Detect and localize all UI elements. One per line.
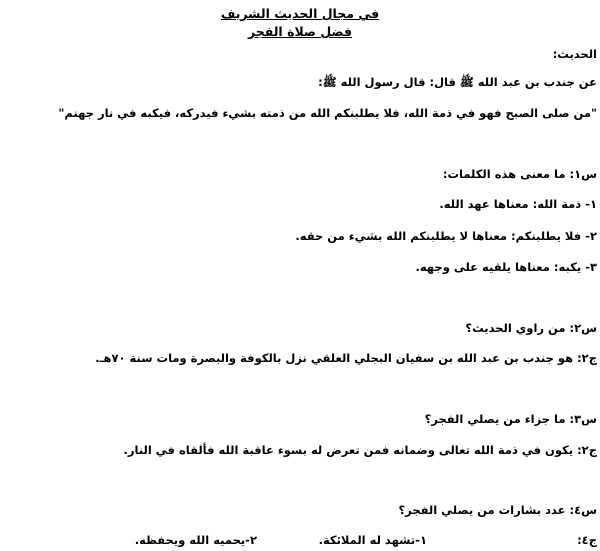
answer-2: ج٢: هو جندب بن عبد الله بن سفيان البجلي العلقي نزل بالكوفة والبصرة ومات سنة ٧٠هـ.	[95, 351, 597, 365]
question-3: س٣: ما جزاء من يصلي الفجر؟	[424, 412, 597, 426]
answer-1-item-2: ٢- فلا يطلبنكم: معناها لا يطلبنكم الله بشيء من حقه.	[295, 229, 597, 243]
question-2: س٢: من راوي الحديث؟	[465, 321, 597, 335]
answer-1-item-1: ١- ذمة الله: معناها عهد الله.	[439, 197, 597, 211]
answer-1-item-3: ٣- يكبه: معناها يلقيه على وجهه.	[415, 260, 597, 274]
lesson-title: فضل صلاة الفجر	[247, 24, 353, 39]
answer-4-item-2: ٢-يحميه الله ويحفظه.	[134, 533, 257, 547]
question-4: س٤: عدد بشارات من يصلي الفجر؟	[398, 503, 597, 517]
answer-3: ج٢: يكون في ذمة الله تعالى وضمانه فمن تعرض له بسوء عاقبة الله فألقاه في النار.	[123, 443, 597, 457]
answer-4-row	[135, 532, 597, 548]
hadith-label: الحديث:	[552, 47, 597, 61]
answer-4-item-1: ١-تشهد له الملائكة.	[318, 533, 427, 547]
question-1: س١: ما معنى هذه الكلمات:	[442, 167, 597, 181]
answer-4-label: ج٤:	[577, 533, 597, 547]
section-title: في مجال الحديث الشريف	[220, 6, 380, 21]
hadith-narration: عن جندب بن عبد الله ﷺ قال: قال رسول الله ﷺ:	[318, 75, 597, 89]
hadith-text: "من صلى الصبح فهو في ذمة الله، فلا يطلبنكم الله من ذمته بشيء فيدركه، فيكبه في نار جهنم"	[58, 106, 597, 120]
